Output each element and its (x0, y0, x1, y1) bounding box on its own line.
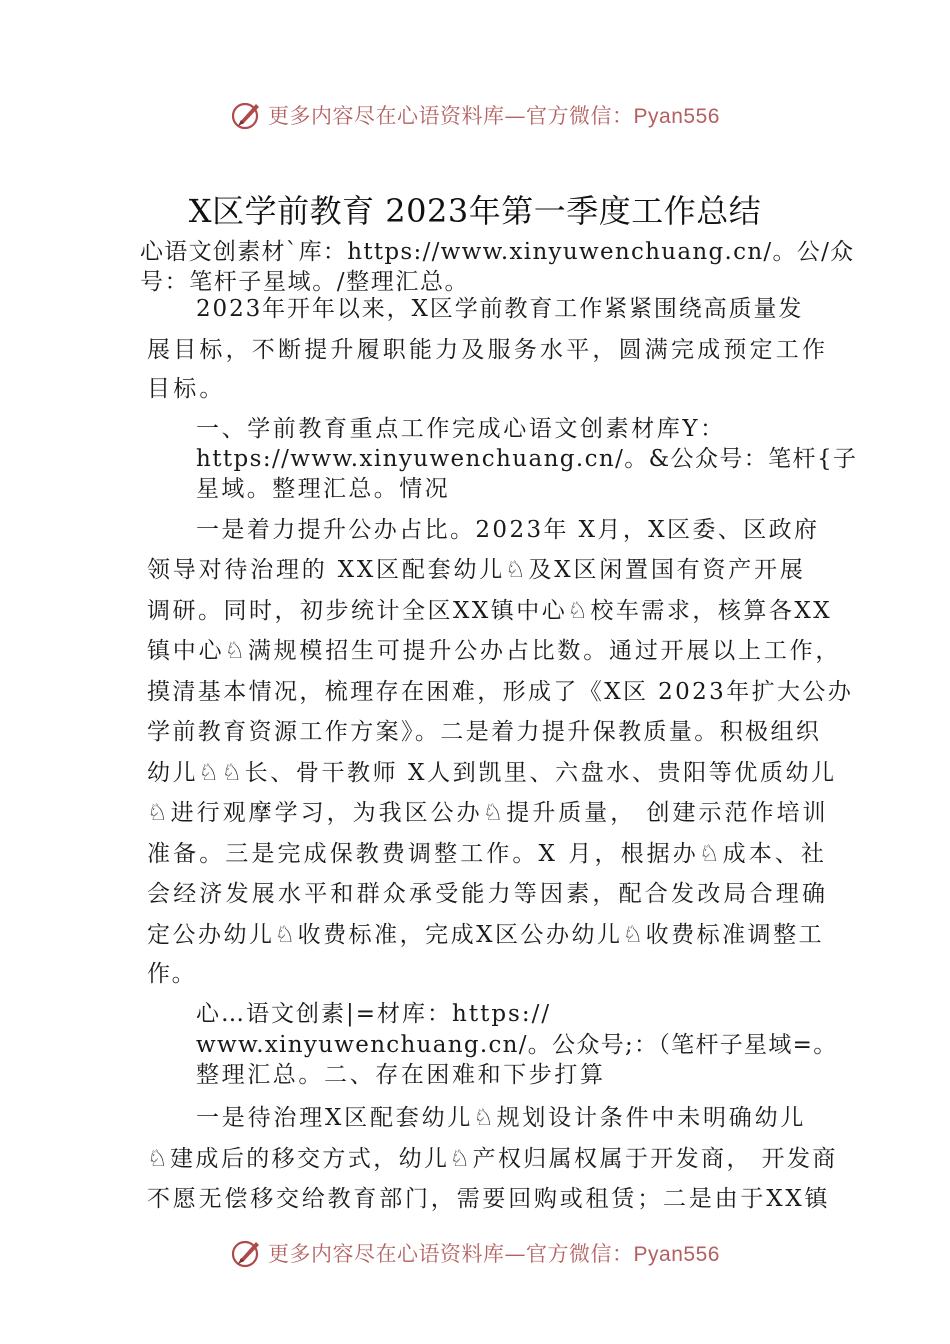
body-line: 定公办幼儿♘收费标准，完成X区公办幼儿♘收费标准调整工 (147, 922, 825, 948)
body-line: 心…语文创素|=材库：https:// (196, 1001, 552, 1027)
body-line: 会经济发展水平和群众承受能力等因素，配合发改局合理确 (147, 881, 829, 907)
body-line: 准备。三是完成保教费调整工作。X 月，根据办♘成本、社 (147, 841, 828, 867)
body-line: 摸清基本情况，梳理存在困难，形成了《X区 2023年扩大公办 (147, 679, 854, 705)
body-line: ♘进行观摩学习，为我区公办♘提升质量， 创建示范作培训 (147, 800, 829, 826)
footer-banner (0, 1233, 950, 1273)
body-line: 镇中心♘满规模招生可提升公办占比数。通过开展以上工作， (147, 638, 842, 664)
wechat-id: Pyan556 (633, 1243, 720, 1266)
body-line: 展目标，不断提升履职能力及服务水平，圆满完成预定工作 (147, 337, 829, 363)
body-line: 整理汇总。二、存在困难和下步打算 (196, 1062, 606, 1088)
banner-text: 更多内容尽在心语资料库—官方微信：Pyan556 (268, 104, 720, 128)
body-line: https://www.xinyuwenchuang.cn/。&公众号：笔杆{子 (196, 446, 858, 472)
quill-logo-icon (230, 98, 264, 132)
body-line: 一是着力提升公办占比。2023年 X月，X区委、区政府 (196, 517, 820, 543)
body-line: ♘建成后的移交方式，幼儿♘产权归属权属于开发商， 开发商 (147, 1146, 838, 1172)
body-line: 不愿无偿移交给教育部门，需要回购或租赁；二是由于XX镇 (147, 1186, 831, 1212)
body-line: 学前教育资源工作方案》。二是着力提升保教质量。积极组织 (147, 719, 822, 745)
body-line: 一是待治理X区配套幼儿♘规划设计条件中未明确幼儿 (196, 1105, 807, 1131)
body-line: 心语文创素材`库：https://www.xinyuwenchuang.cn/。公/众 (140, 239, 855, 265)
body-line: 幼儿♘♘长、骨干教师 X人到凯里、六盘水、贵阳等优质幼儿 (147, 760, 837, 786)
body-line: 星域。整理汇总。情况 (196, 476, 450, 502)
body-line: 一、学前教育重点工作完成心语文创素材库Y： (196, 416, 726, 442)
body-line: 领导对待治理的 XX区配套幼儿♘及X区闲置国有资产开展 (147, 557, 806, 583)
body-line: www.xinyuwenchuang.cn/。公众号;：（笔杆子星域=。 (196, 1032, 838, 1058)
quill-logo-icon (230, 1236, 264, 1270)
body-line: 作。 (147, 961, 197, 987)
body-line: 号：笔杆子星域。/整理汇总。 (140, 269, 470, 295)
body-line: 2023年开年以来，X区学前教育工作紧紧围绕高质量发 (196, 296, 804, 322)
document-title: X区学前教育 2023年第一季度工作总结 (188, 192, 762, 230)
body-line: 目标。 (147, 376, 226, 402)
body-line: 调研。同时，初步统计全区XX镇中心♘校车需求，核算各XX (147, 598, 833, 624)
banner-text: 更多内容尽在心语资料库—官方微信：Pyan556 (268, 1242, 720, 1266)
wechat-id: Pyan556 (633, 105, 720, 128)
header-banner (0, 95, 950, 135)
